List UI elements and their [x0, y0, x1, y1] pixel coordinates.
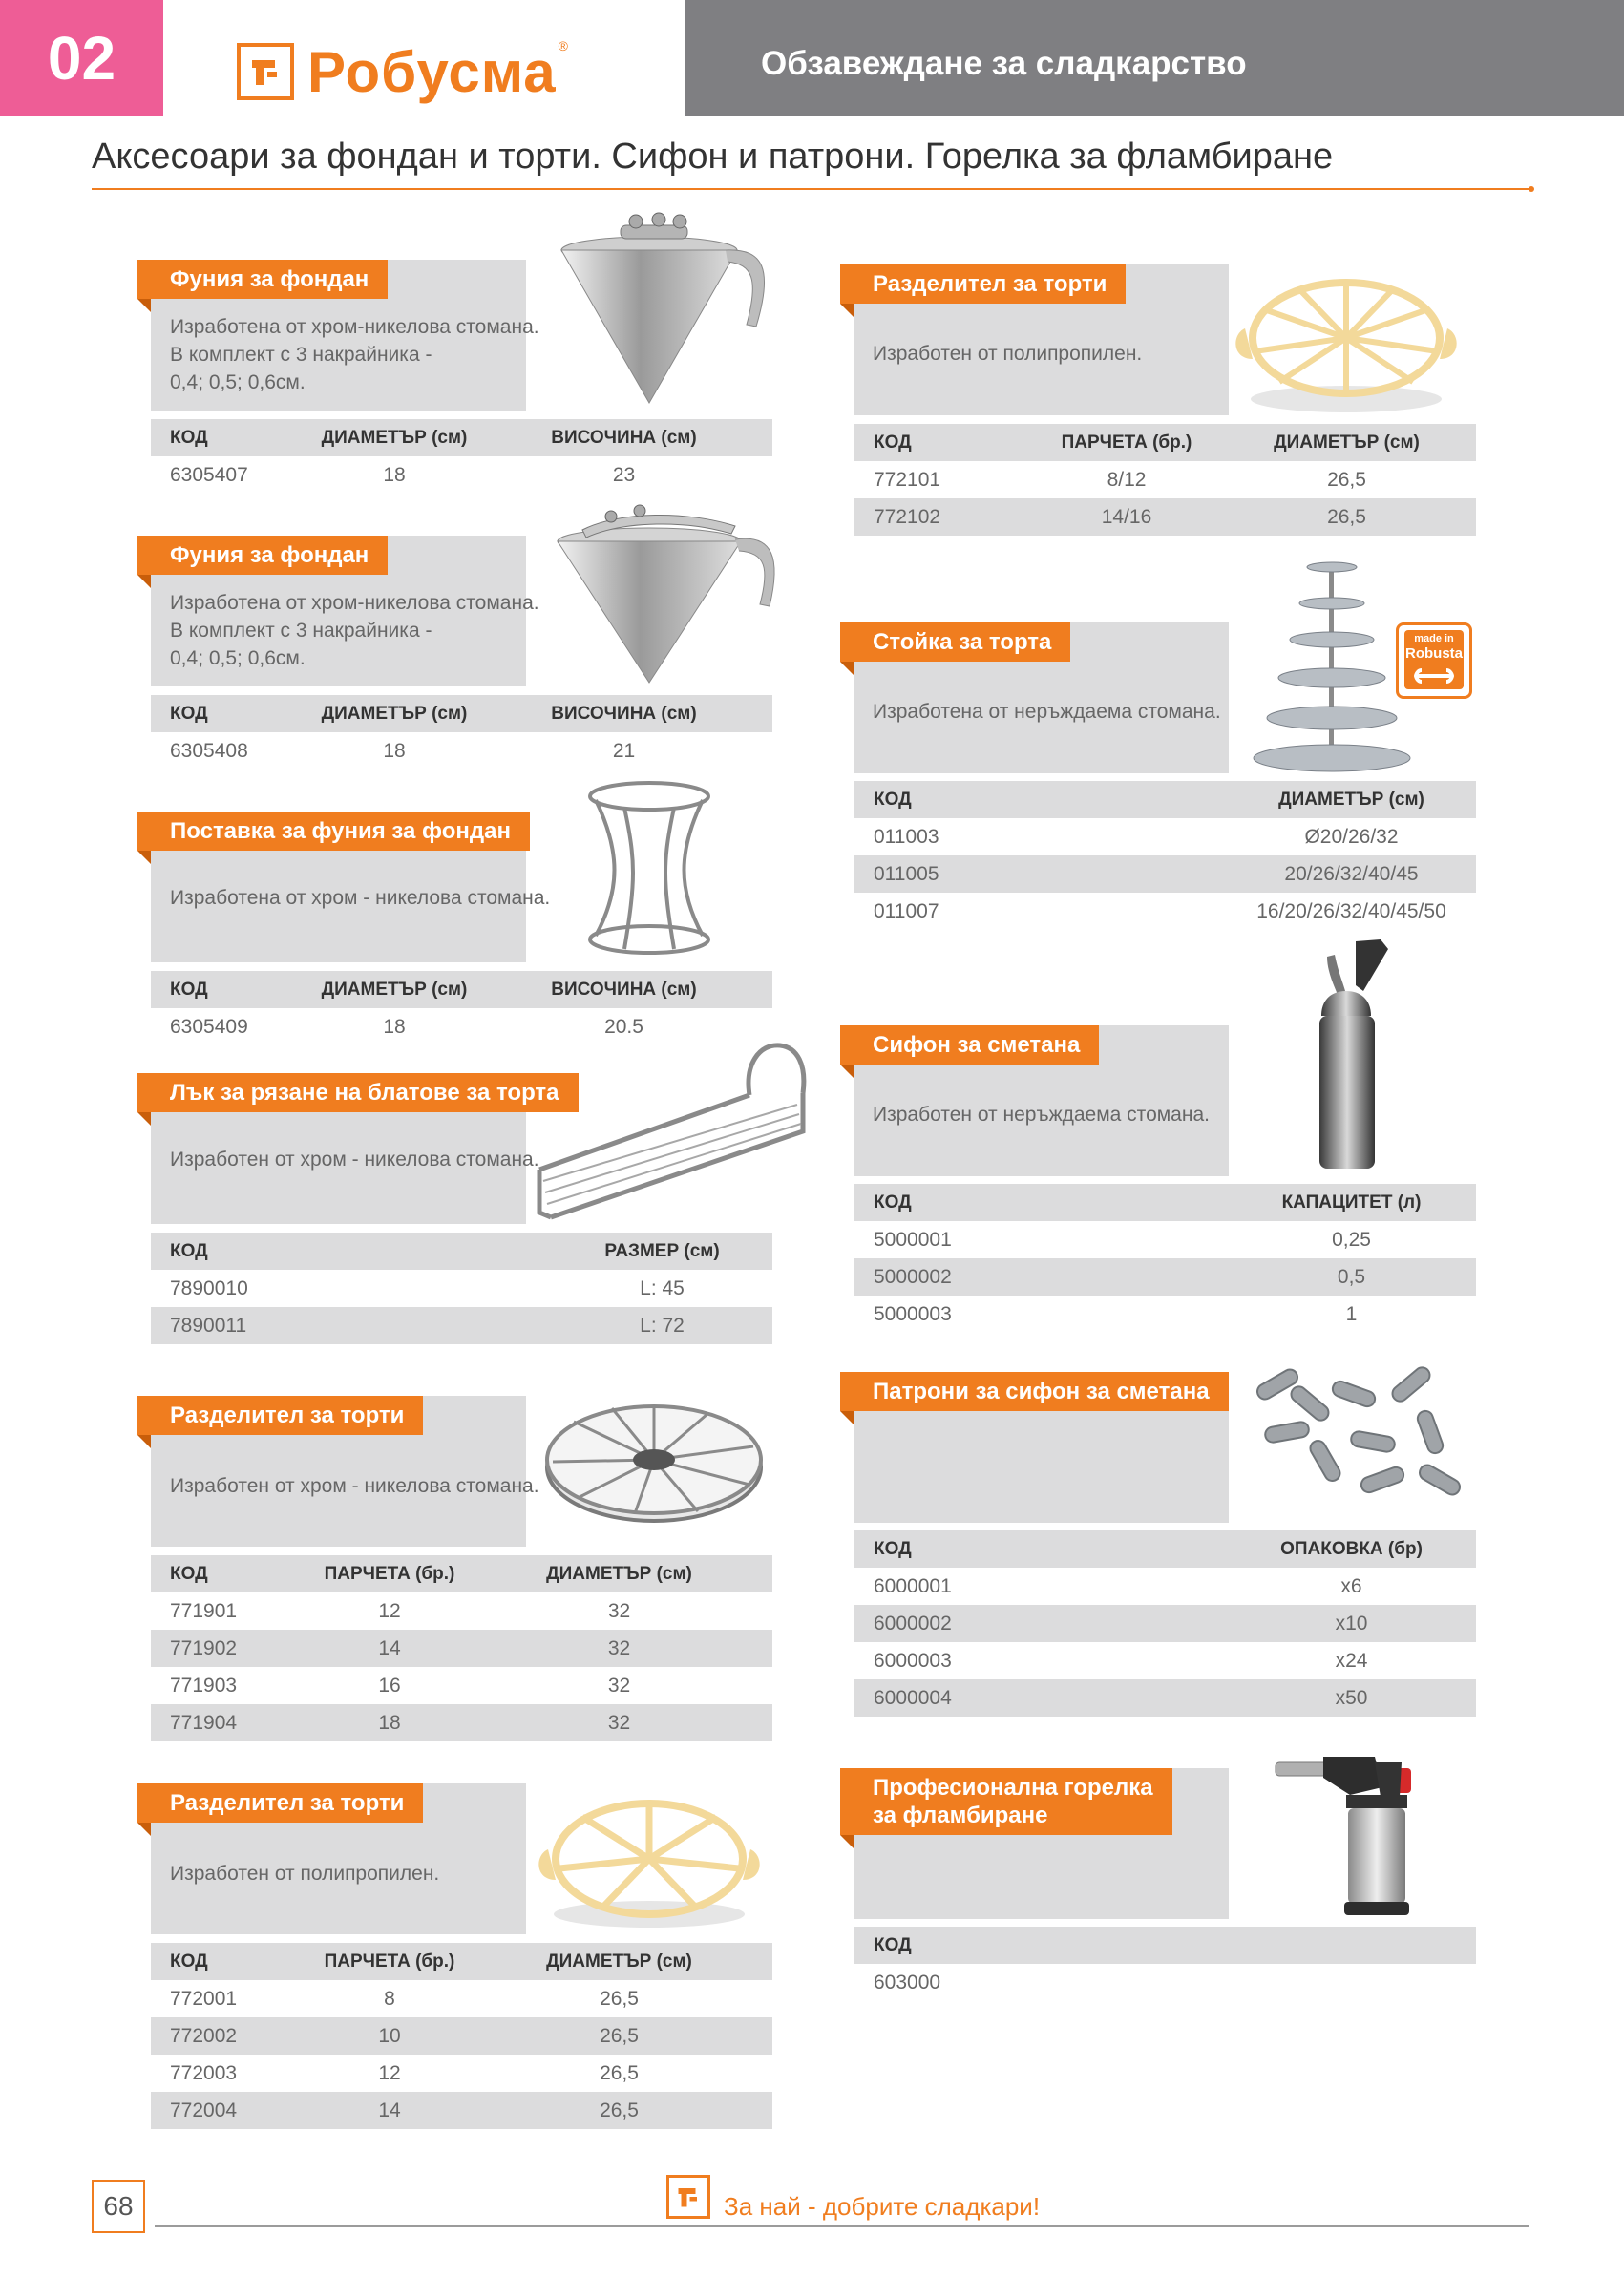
table-cell: 26,5: [1327, 468, 1366, 491]
table-cell: 7890011: [151, 1307, 552, 1344]
product-title: Сифон за сметана: [840, 1025, 1099, 1065]
table-cell: 6000004: [854, 1679, 1227, 1717]
table-cell: 771901: [170, 1599, 238, 1622]
table-cell: 6305408: [170, 739, 248, 762]
table-cell: 6000002: [854, 1605, 1227, 1642]
table-cell: 12: [378, 1599, 401, 1622]
table-row: [151, 1307, 772, 1344]
table-row: [854, 461, 1476, 498]
table-row: [854, 1221, 1476, 1258]
tab-fold: [840, 662, 854, 675]
cream-siphon-image: [1289, 936, 1403, 1174]
badge-line-2: Robusta: [1405, 645, 1463, 662]
product-table: [854, 1530, 1476, 1717]
table-cell: 32: [466, 1704, 772, 1741]
table-row: [854, 1568, 1476, 1605]
table-cell: 772003: [170, 2061, 238, 2084]
table-cell: 26,5: [600, 2061, 639, 2084]
table-row: [151, 2017, 772, 2055]
table-cell: 603000: [874, 1971, 941, 1993]
table-cell: 1: [1345, 1302, 1358, 1325]
table-row: [854, 1642, 1476, 1679]
section-number: 02: [0, 0, 163, 116]
tab-fold: [137, 1823, 151, 1836]
product-description: Изработен от хром - никелова стомана.: [170, 1475, 539, 1497]
table-cell: 18: [383, 1015, 406, 1038]
table-cell: 18: [383, 463, 406, 486]
product-title: Фуния за фондан: [137, 536, 388, 575]
table-cell: 772102: [854, 498, 1036, 536]
column-header: ПАРЧЕТА (бр.): [313, 1555, 466, 1592]
column-header: КОД: [854, 1530, 1227, 1568]
tab-fold: [840, 304, 854, 317]
table-row: [151, 1704, 772, 1741]
table-cell: 26,5: [466, 2017, 772, 2055]
table-row: [854, 1258, 1476, 1296]
table-cell: 26,5: [466, 2092, 772, 2129]
column-header: ДИАМЕТЪР (см): [1217, 424, 1476, 461]
table-header-row: [854, 1530, 1476, 1568]
table-header-row: [854, 1184, 1476, 1221]
product-table: [151, 1555, 772, 1741]
section-title: Обзавеждане за сладкарство: [761, 45, 1247, 82]
table-cell: 8: [384, 1987, 395, 2010]
table-cell: 21: [612, 739, 636, 762]
product-table: [854, 1184, 1476, 1333]
column-header: КОД: [854, 1927, 1476, 1964]
tab-fold: [137, 851, 151, 864]
column-header: ДИАМЕТЪР (см): [313, 419, 475, 456]
table-cell: 26,5: [600, 1987, 639, 2010]
table-row: [854, 1605, 1476, 1642]
brand-name: Робусма: [307, 39, 557, 104]
product-title: Професионална горелка за фламбиране: [840, 1768, 1172, 1835]
table-row: [854, 1964, 1476, 2001]
table-header-row: [151, 1943, 772, 1980]
column-header: КОД: [151, 419, 313, 456]
plastic-cake-divider-image: [535, 1781, 764, 1943]
table-header-row: [151, 1555, 772, 1592]
table-cell: 0,25: [1332, 1228, 1371, 1251]
table-cell: L: 45: [640, 1276, 685, 1299]
table-cell: 6305407: [170, 463, 248, 486]
product-title: Разделител за торти: [137, 1783, 423, 1823]
table-cell: L: 72: [552, 1307, 772, 1344]
product-description: Изработена от хром-никелова стомана. В комплект с 3 накрайника - 0,4; 0,5; 0,6см.: [170, 316, 539, 393]
table-cell: 011003: [874, 825, 939, 848]
table-cell: 011007: [874, 899, 939, 922]
table-cell: 14: [313, 2092, 466, 2129]
product-description: Изработен от полипропилен.: [170, 1863, 440, 1885]
table-cell: 23: [612, 463, 636, 486]
table-row: [854, 855, 1476, 893]
table-cell: 26,5: [1217, 498, 1476, 536]
table-header-row: [854, 424, 1476, 461]
column-header: КАПАЦИТЕТ (л): [1227, 1184, 1476, 1221]
product-title: Разделител за торти: [137, 1396, 423, 1435]
column-header: КОД: [151, 1233, 552, 1270]
table-row: [854, 498, 1476, 536]
column-header: ДИАМЕТЪР (см): [1227, 781, 1476, 818]
table-cell: x6: [1340, 1574, 1362, 1597]
table-cell: 18: [313, 1704, 466, 1741]
table-cell: 16/20/26/32/40/45/50: [1256, 899, 1446, 922]
table-cell: 32: [466, 1630, 772, 1667]
table-header-row: [151, 1233, 772, 1270]
table-cell: 14/16: [1036, 498, 1217, 536]
fondant-funnel-image: [544, 212, 783, 412]
table-row: [151, 1270, 772, 1307]
product-table: [151, 1943, 772, 2129]
table-cell: 6000003: [874, 1649, 952, 1672]
funnel-stand-image: [573, 775, 726, 966]
table-cell: 772101: [874, 468, 941, 491]
product-description: Изработена от хром-никелова стомана. В комплект с 3 накрайника - 0,4; 0,5; 0,6см.: [170, 592, 539, 669]
plastic-cake-divider-image: [1232, 256, 1461, 418]
column-header: КОД: [854, 424, 1036, 461]
product-title: Лък за рязане на блатове за торта: [137, 1073, 579, 1112]
column-header: ПАРЧЕТА (бр.): [1036, 424, 1217, 461]
made-in-robusta-badge: [1396, 622, 1472, 699]
table-cell: 8/12: [1107, 468, 1147, 491]
table-cell: 32: [607, 1674, 631, 1697]
column-header: КОД: [151, 1943, 313, 1980]
table-row: [151, 1630, 772, 1667]
column-header: КОД: [151, 971, 313, 1008]
table-header-row: [151, 419, 772, 456]
tab-fold: [137, 1112, 151, 1126]
table-cell: 6000001: [874, 1574, 952, 1597]
table-cell: 772002: [151, 2017, 313, 2055]
product-table: [151, 695, 772, 770]
table-cell: x50: [1227, 1679, 1476, 1717]
registered-mark: ®: [558, 38, 568, 53]
table-cell: 771903: [170, 1674, 238, 1697]
column-header: ВИСОЧИНА (см): [475, 419, 772, 456]
page-title: Аксесоари за фондан и торти. Сифон и патрони. Горелка за фламбиране: [92, 137, 1334, 177]
product-table: [151, 971, 772, 1045]
tab-fold: [840, 1411, 854, 1424]
table-cell: 772001: [170, 1987, 238, 2010]
table-cell: 20.5: [604, 1015, 643, 1038]
badge-line-1: made in: [1414, 633, 1454, 644]
column-header: ДИАМЕТЪР (см): [313, 695, 475, 732]
table-cell: Ø20/26/32: [1304, 825, 1399, 848]
footer-slogan: За най - добрите сладкари!: [724, 2192, 1041, 2221]
tab-fold: [840, 1065, 854, 1078]
siphon-cartridges-image: [1246, 1358, 1475, 1529]
column-header: КОД: [151, 695, 313, 732]
column-header: РАЗМЕР (см): [552, 1233, 772, 1270]
tab-fold: [137, 299, 151, 312]
table-cell: 771904: [151, 1704, 313, 1741]
table-cell: 14: [313, 1630, 466, 1667]
product-title: Разделител за торти: [840, 264, 1126, 304]
table-cell: 7890010: [170, 1276, 248, 1299]
table-cell: 772004: [151, 2092, 313, 2129]
product-table: [151, 1233, 772, 1344]
table-header-row: [151, 695, 772, 732]
table-header-row: [151, 971, 772, 1008]
steel-cake-divider-image: [539, 1380, 769, 1542]
table-row: [151, 2055, 772, 2092]
table-row: [854, 1679, 1476, 1717]
product-description: Изработен от хром - никелова стомана.: [170, 1149, 539, 1171]
table-row: [151, 2092, 772, 2129]
table-cell: 18: [383, 739, 406, 762]
table-row: [854, 893, 1476, 930]
product-description: Изработен от неръждаема стомана.: [873, 1104, 1210, 1126]
product-description: Изработена от неръждаема стомана.: [873, 701, 1221, 723]
table-cell: 0,5: [1227, 1258, 1476, 1296]
cake-stand-image: [1251, 556, 1413, 775]
column-header: ОПАКОВКА (бр): [1227, 1530, 1476, 1568]
product-title: Патрони за сифон за сметана: [840, 1372, 1229, 1411]
table-cell: 12: [378, 2061, 401, 2084]
table-cell: 16: [378, 1674, 401, 1697]
product-table: [854, 1927, 1476, 2001]
table-cell: 011005: [854, 855, 1227, 893]
table-cell: x24: [1335, 1649, 1368, 1672]
column-header: ВИСОЧИНА (см): [475, 695, 772, 732]
table-row: [151, 732, 772, 770]
table-cell: 771902: [151, 1630, 313, 1667]
table-row: [151, 456, 772, 494]
table-cell: 10: [313, 2017, 466, 2055]
table-row: [151, 1592, 772, 1630]
product-title: Фуния за фондан: [137, 260, 388, 299]
table-header-row: [854, 1927, 1476, 1964]
footer-divider: [155, 2225, 1529, 2227]
product-description: Изработена от хром - никелова стомана.: [170, 887, 551, 909]
page-number: 68: [92, 2180, 145, 2233]
column-header: КОД: [854, 1184, 1227, 1221]
product-table: [854, 424, 1476, 536]
table-cell: 5000001: [874, 1228, 952, 1251]
table-row: [854, 1296, 1476, 1333]
column-header: ДИАМЕТЪР (см): [313, 971, 475, 1008]
title-divider: [92, 188, 1533, 190]
column-header: ВИСОЧИНА (см): [475, 971, 772, 1008]
tab-fold: [137, 575, 151, 588]
column-header: КОД: [854, 781, 1227, 818]
product-table: [151, 419, 772, 494]
flambe-torch-image: [1270, 1749, 1432, 1921]
table-cell: 20/26/32/40/45: [1227, 855, 1476, 893]
table-cell: 32: [607, 1599, 631, 1622]
table-cell: 6305409: [170, 1015, 248, 1038]
tab-fold: [137, 1435, 151, 1448]
table-row: [854, 818, 1476, 855]
wrench-icon: [1414, 667, 1454, 685]
fondant-funnel-image: [544, 492, 783, 692]
table-row: [151, 1980, 772, 2017]
table-cell: 5000002: [854, 1258, 1227, 1296]
product-table: [854, 781, 1476, 930]
table-cell: 5000003: [874, 1302, 952, 1325]
robusta-logo-icon: [237, 43, 294, 100]
product-title: Поставка за фуния за фондан: [137, 812, 530, 851]
table-cell: x10: [1227, 1605, 1476, 1642]
column-header: ПАРЧЕТА (бр.): [313, 1943, 466, 1980]
column-header: ДИАМЕТЪР (см): [466, 1555, 772, 1592]
product-description: Изработен от полипропилен.: [873, 343, 1143, 365]
cake-leveller-image: [530, 1036, 816, 1227]
table-header-row: [854, 781, 1476, 818]
title-divider-dot: [1529, 186, 1534, 192]
column-header: ДИАМЕТЪР (см): [466, 1943, 772, 1980]
robusta-logo-icon: [666, 2175, 710, 2219]
tab-fold: [840, 1835, 854, 1848]
table-row: [151, 1667, 772, 1704]
column-header: КОД: [151, 1555, 313, 1592]
brand-logo: [237, 38, 568, 105]
product-title: Стойка за торта: [840, 622, 1070, 662]
